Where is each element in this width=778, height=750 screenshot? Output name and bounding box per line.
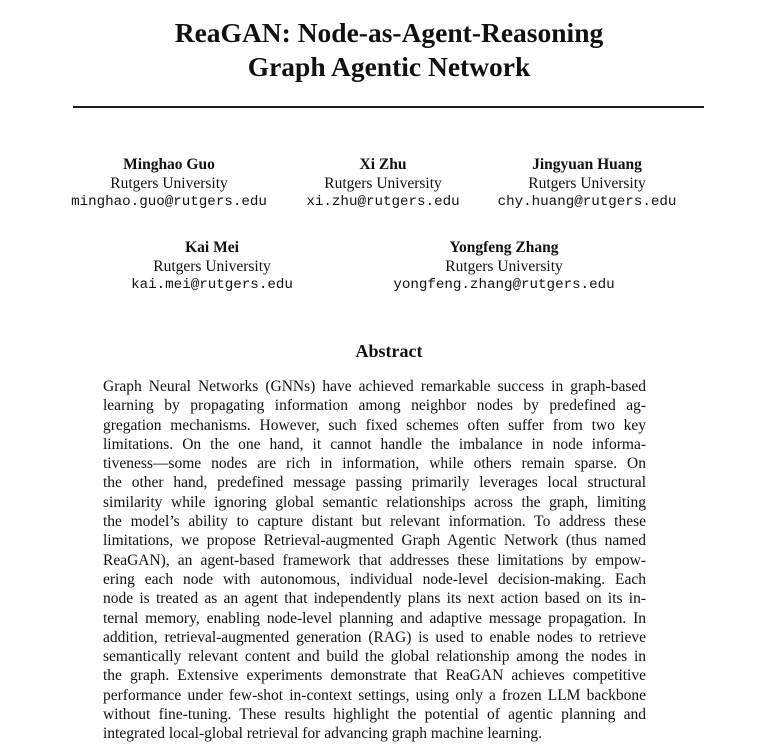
- author-block: [498, 155, 677, 212]
- abstract-line: the graph. Extensive experiments demonstrate that ReaGAN achieves competitive: [103, 667, 646, 685]
- abstract-line: ReaGAN), an agent-based framework that addresses these limitations by empow-: [103, 551, 646, 569]
- abstract-line: limitations. On the one hand, it cannot handle the imbalance in node informa-: [103, 435, 646, 453]
- abstract-line: without fine-tuning. These results highlight the potential of agentic planning and: [103, 706, 646, 724]
- author-name: Kai Mei: [185, 239, 239, 256]
- abstract-line: semantically relevant content and build the global relationship among the nodes in: [103, 648, 646, 666]
- title-divider: [73, 106, 704, 108]
- author-affiliation: Rutgers University: [445, 258, 563, 275]
- abstract-heading: Abstract: [355, 341, 423, 361]
- abstract-line: node is treated as an agent that independently plans its next action based on its in-: [103, 590, 646, 608]
- author-name: Minghao Guo: [123, 156, 215, 173]
- author-block: [71, 155, 267, 212]
- abstract-line: tiveness—some nodes are rich in information, while others remain sparse. On: [103, 455, 646, 473]
- author-name: Xi Zhu: [359, 156, 407, 173]
- abstract-line: addition, retrieval-augmented generation (RAG) is used to enable nodes to retrieve: [103, 628, 646, 646]
- abstract-line: similarity while ignoring global semantic relationships across the graph, limiting: [103, 493, 646, 511]
- abstract-line: the model’s ability to capture distant but relevant information. To address these: [103, 513, 646, 531]
- abstract-line: integrated local-global retrieval for advancing graph machine learning.: [103, 725, 542, 743]
- paper-title-line-2: Graph Agentic Network: [247, 51, 531, 82]
- author-email: minghao.guo@rutgers.edu: [71, 194, 267, 210]
- author-affiliation: Rutgers University: [324, 175, 442, 192]
- author-email: xi.zhu@rutgers.edu: [306, 194, 460, 210]
- author-affiliation: Rutgers University: [153, 258, 271, 275]
- author-email: kai.mei@rutgers.edu: [131, 277, 293, 293]
- abstract-line: ering each node with autonomous, individual node-level decision-making. Each: [103, 570, 646, 588]
- abstract-line: learning by propagating information among neighbor nodes by predefined ag-: [103, 397, 646, 415]
- abstract-line: ternal memory, enabling node-level planning and adaptive message propagation. In: [103, 609, 646, 627]
- author-affiliation: Rutgers University: [528, 175, 646, 192]
- abstract-line: Graph Neural Networks (GNNs) have achieved remarkable success in graph-based: [103, 378, 646, 395]
- author-block: [131, 238, 293, 295]
- abstract-line: performance under few-shot in-context settings, using only a frozen LLM backbone: [103, 686, 646, 704]
- abstract-line: limitations, we propose Retrieval-augmented Graph Agentic Network (thus named: [103, 532, 646, 550]
- abstract-line: gregation mechanisms. However, such fixed schemes often suffer from two key: [103, 416, 646, 434]
- abstract-body: [103, 377, 646, 744]
- abstract-line: the other hand, predefined message passing primarily leverages local structural: [103, 474, 646, 492]
- paper-title: [0, 16, 778, 84]
- author-email: chy.huang@rutgers.edu: [497, 194, 677, 210]
- author-name: Jingyuan Huang: [532, 156, 642, 173]
- author-name: Yongfeng Zhang: [449, 239, 559, 256]
- paper-title-line-1: ReaGAN: Node-as-Agent-Reasoning: [174, 17, 604, 48]
- author-block: [393, 238, 614, 295]
- author-affiliation: Rutgers University: [110, 175, 228, 192]
- author-block: [306, 155, 459, 212]
- author-email: yongfeng.zhang@rutgers.edu: [393, 277, 615, 293]
